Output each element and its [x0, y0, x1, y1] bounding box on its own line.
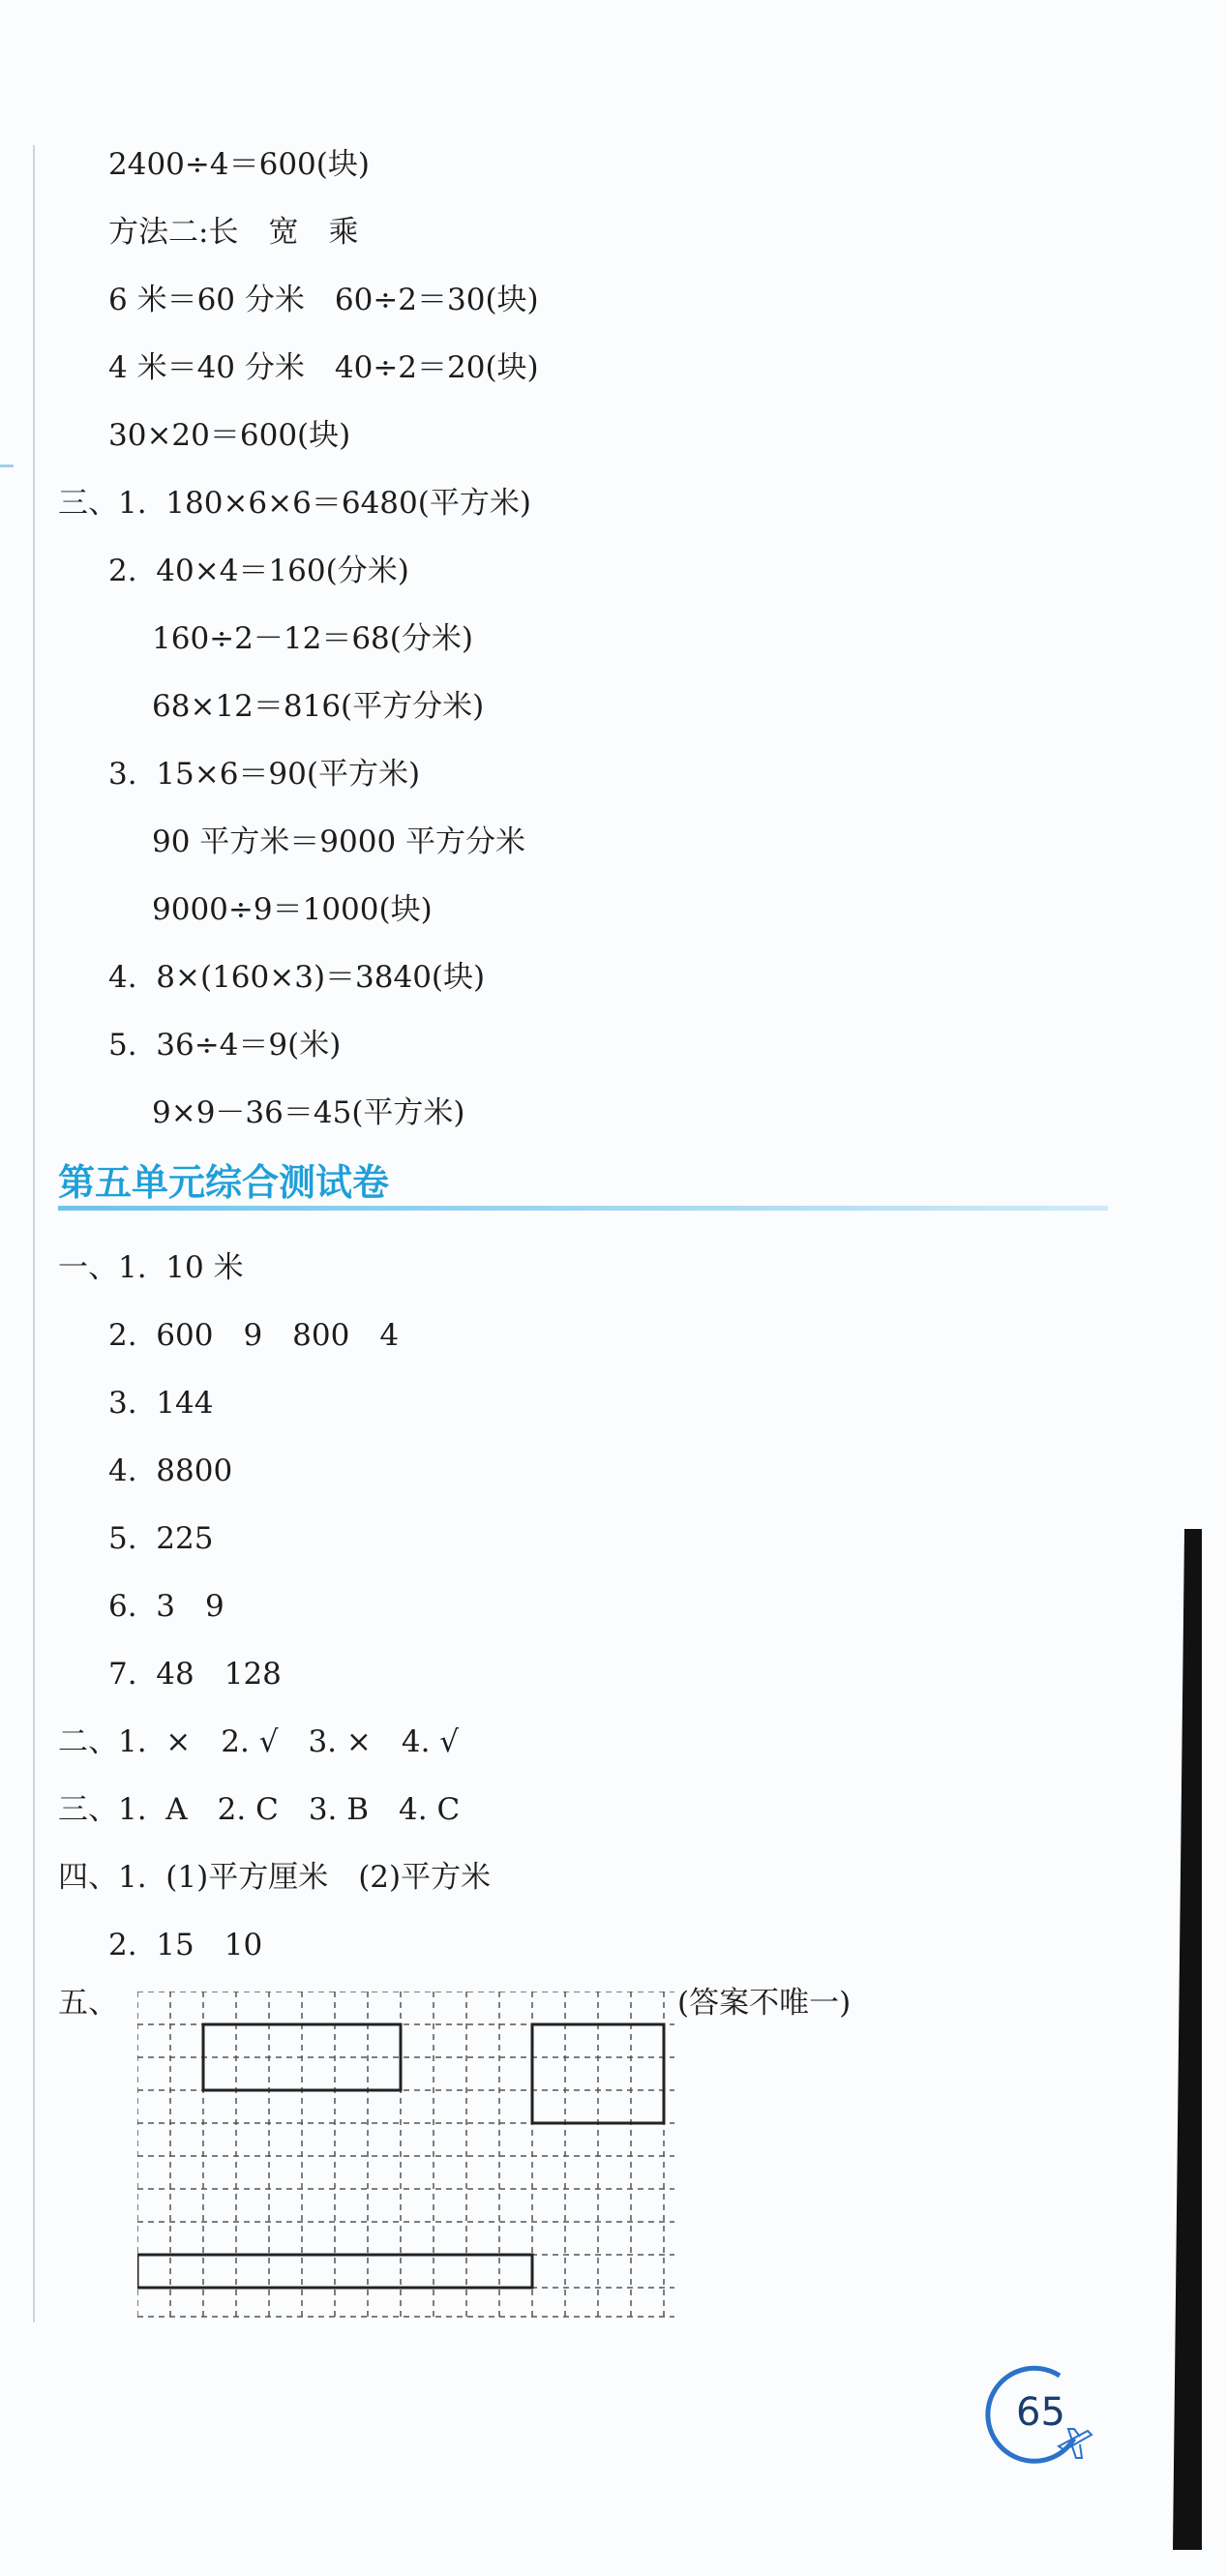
text-line: 2400÷4＝600(块)	[108, 147, 370, 182]
answer-note: (答案不唯一)	[677, 1986, 852, 2021]
margin-mark	[0, 464, 14, 467]
text-line: 9×9－36＝45(平方米)	[152, 1095, 465, 1130]
answer-line: 6. 3 9	[108, 1589, 224, 1624]
answer-line: 一、1. 10 米	[58, 1250, 244, 1285]
text-line: 30×20＝600(块)	[108, 418, 351, 453]
page-number: 65	[1016, 2390, 1065, 2435]
text-line: 9000÷9＝1000(块)	[152, 892, 433, 927]
answer-line: 2. 15 10	[108, 1928, 263, 1962]
answer-line: 2. 600 9 800 4	[108, 1318, 400, 1353]
text-line: 5. 36÷4＝9(米)	[108, 1028, 342, 1063]
text-line: 6 米＝60 分米 60÷2＝30(块)	[108, 283, 539, 317]
text-line: 方法二:长 宽 乘	[108, 215, 359, 250]
text-line: 2. 40×4＝160(分米)	[108, 554, 409, 588]
text-line: 4. 8×(160×3)＝3840(块)	[108, 960, 486, 995]
grid-drawing	[137, 1992, 679, 2324]
page-number-badge	[977, 2361, 1093, 2468]
page-edge-shadow	[1173, 1529, 1202, 2550]
answer-line: 四、1. (1)平方厘米 (2)平方米	[58, 1860, 492, 1895]
left-margin-line	[33, 145, 35, 2322]
text-line: 160÷2－12＝68(分米)	[152, 621, 473, 656]
answer-line: 4. 8800	[108, 1453, 233, 1488]
unit-title: 第五单元综合测试卷	[58, 1161, 390, 1204]
text-line: 3. 15×6＝90(平方米)	[108, 757, 421, 792]
text-line: 90 平方米＝9000 平方分米	[152, 824, 526, 859]
text-line: 4 米＝40 分米 40÷2＝20(块)	[108, 350, 539, 385]
answer-line: 3. 144	[108, 1386, 214, 1421]
text-line: 68×12＝816(平方分米)	[152, 689, 485, 724]
answer-line: 5. 225	[108, 1521, 214, 1556]
section-three-header: 三、1. 180×6×6＝6480(平方米)	[58, 486, 531, 521]
answer-line: 三、1. A 2. C 3. B 4. C	[58, 1792, 461, 1827]
answer-line: 二、1. × 2. √ 3. × 4. √	[58, 1724, 460, 1759]
answer-line: 五、	[58, 1986, 118, 2021]
title-underline	[58, 1206, 1108, 1211]
answer-line: 7. 48 128	[108, 1657, 282, 1692]
